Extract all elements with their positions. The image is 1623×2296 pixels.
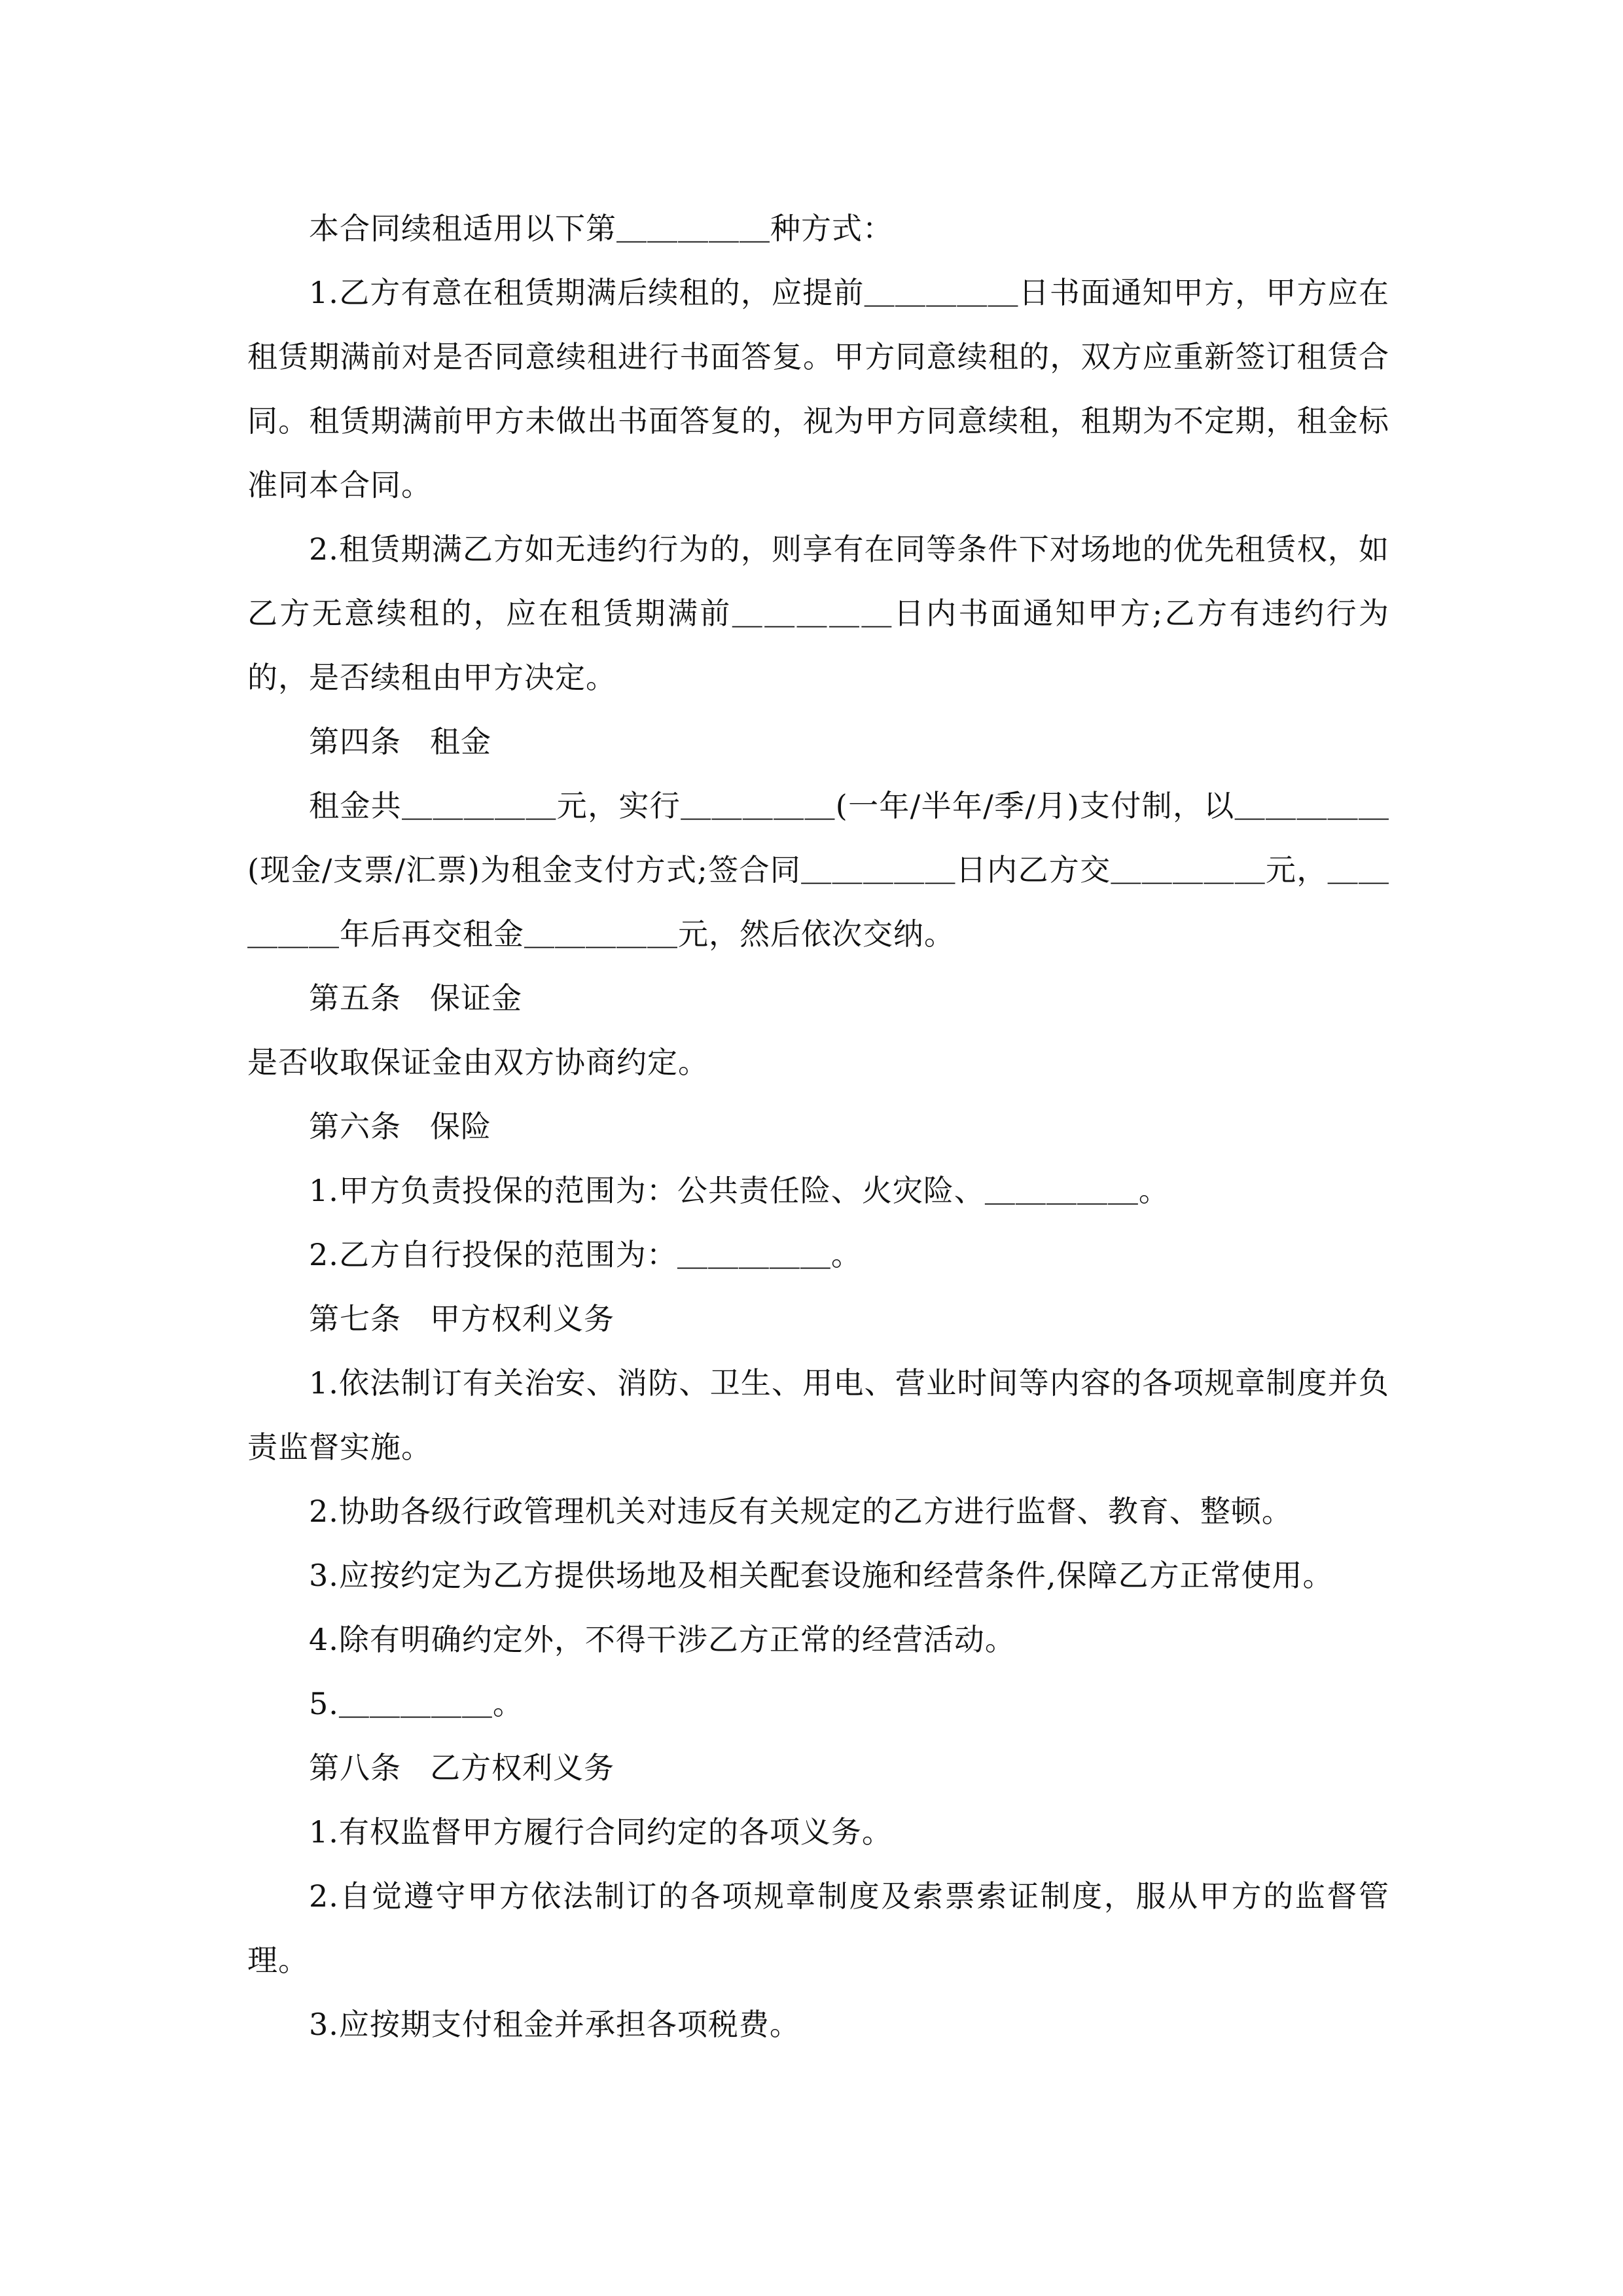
renewal-method-paragraph: 本合同续租适用以下第＿＿＿＿＿种方式：	[309, 211, 893, 246]
party-b-clause-3: 3.应按期支付租金并承担各项税费。	[309, 2007, 800, 2042]
article-7-heading	[247, 1287, 1389, 1351]
article-title: 保险	[430, 1109, 491, 1144]
article-8-heading	[247, 1736, 1389, 1800]
party-a-clause-2: 2.协助各级行政管理机关对违反有关规定的乙方进行监督、教育、整顿。	[309, 1494, 1293, 1529]
party-a-clause-4: 4.除有明确约定外，不得干涉乙方正常的经营活动。	[309, 1622, 1016, 1657]
deposit-paragraph: 是否收取保证金由双方协商约定。	[247, 1045, 709, 1080]
rent-paragraph: 租金共＿＿＿＿＿元，实行＿＿＿＿＿(一年/半年/季/月)支付制，以＿＿＿＿＿(现金/支票/汇票)为租金支付方式;签合同＿＿＿＿＿日内乙方交＿＿＿＿＿元，＿＿＿＿＿年后再交租金＿＿＿＿＿元，然后依次交纳。	[247, 788, 1389, 952]
party-a-clause-3: 3.应按约定为乙方提供场地及相关配套设施和经营条件,保障乙方正常使用。	[309, 1558, 1334, 1593]
article-number: 第五条	[309, 980, 401, 1016]
article-title: 租金	[430, 724, 491, 759]
article-number: 第八条	[309, 1750, 401, 1785]
party-b-clause-2: 2.自觉遵守甲方依法制订的各项规章制度及索票索证制度，服从甲方的监督管理。	[247, 1878, 1389, 1978]
contract-body	[247, 196, 1389, 2056]
renewal-clause-1: 1.乙方有意在租赁期满后续租的，应提前＿＿＿＿＿日书面通知甲方，甲方应在租赁期满前对是否同意续租进行书面答复。甲方同意续租的，双方应重新签订租赁合同。租赁期满前甲方未做出书面答复的，视为甲方同意续租，租期为不定期，租金标准同本合同。	[247, 275, 1389, 503]
article-number: 第四条	[309, 724, 401, 759]
article-title: 乙方权利义务	[430, 1750, 615, 1785]
party-a-clause-5: 5.＿＿＿＿＿。	[309, 1686, 524, 1721]
party-b-clause-1: 1.有权监督甲方履行合同约定的各项义务。	[309, 1814, 893, 1850]
article-title: 保证金	[430, 980, 522, 1016]
article-5-heading	[247, 966, 1389, 1030]
article-number: 第七条	[309, 1301, 401, 1336]
article-6-heading	[247, 1094, 1389, 1158]
party-a-clause-1: 1.依法制订有关治安、消防、卫生、用电、营业时间等内容的各项规章制度并负责监督实施。	[247, 1365, 1389, 1465]
insurance-clause-1: 1.甲方负责投保的范围为：公共责任险、火灾险、＿＿＿＿＿。	[309, 1173, 1169, 1208]
renewal-clause-2: 2.租赁期满乙方如无违约行为的，则享有在同等条件下对场地的优先租赁权，如乙方无意续租的，应在租赁期满前＿＿＿＿＿日内书面通知甲方;乙方有违约行为的，是否续租由甲方决定。	[247, 531, 1389, 695]
insurance-clause-2: 2.乙方自行投保的范围为：＿＿＿＿＿。	[309, 1237, 862, 1272]
article-4-heading	[247, 709, 1389, 774]
article-title: 甲方权利义务	[430, 1301, 615, 1336]
article-number: 第六条	[309, 1109, 401, 1144]
